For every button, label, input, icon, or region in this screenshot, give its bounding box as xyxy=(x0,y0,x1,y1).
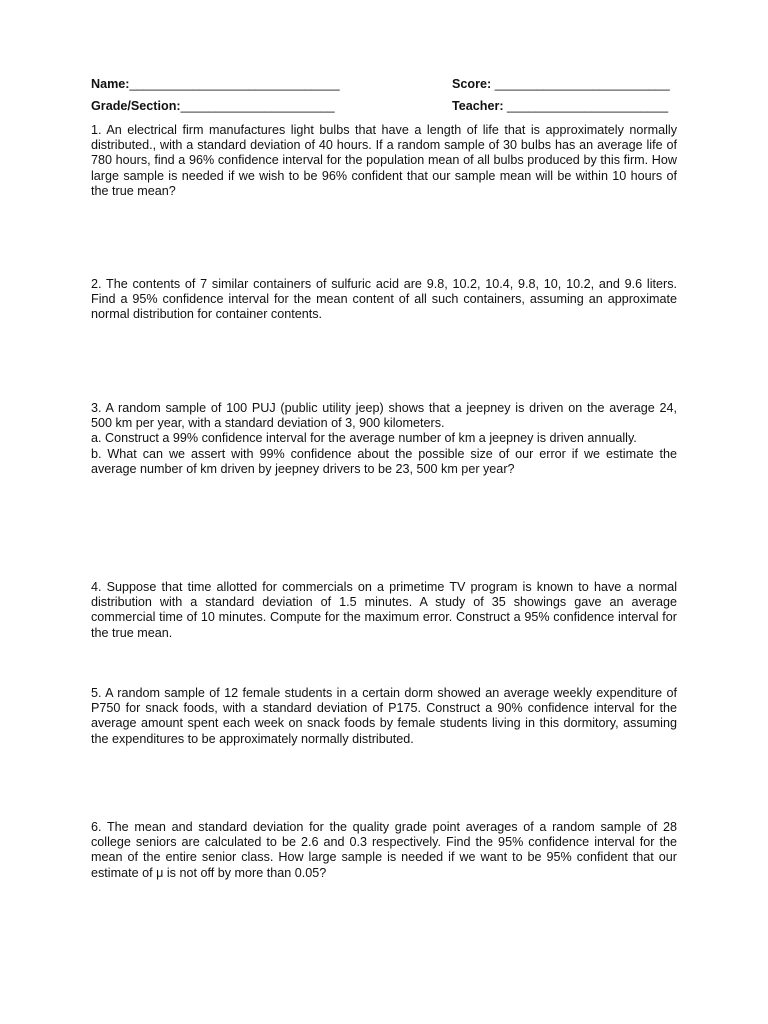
score-field-row xyxy=(452,77,670,92)
question-5-text: 5. A random sample of 12 female students in a certain dorm showed an average weekly expenditure of P750 for snack foods, with a standard deviation of P175. Construct a 90% confidence interval for the average amount spent each week on snack foods by female students living in this dormitory, assuming the expenditures to be approximately normally distributed. xyxy=(91,686,677,746)
question-2 xyxy=(91,277,677,323)
name-field-row xyxy=(91,77,340,92)
grade-section-blank: ______________________ xyxy=(180,99,335,113)
question-4-text: 4. Suppose that time allotted for commercials on a primetime TV program is known to have a normal distribution with a standard deviation of 1.5 minutes. A study of 35 showings gave an average commercial time of 10 minutes. Compute for the maximum error. Construct a 95% confidence interval for the true mean. xyxy=(91,580,677,640)
question-4 xyxy=(91,580,677,641)
grade-section-field-row xyxy=(91,99,335,114)
teacher-label: Teacher: xyxy=(452,99,504,113)
question-6-text: 6. The mean and standard deviation for the quality grade point averages of a random sample of 28 college seniors are calculated to be 2.6 and 0.3 respectively. Find the 95% confidence interval for the mean of the entire senior class. How large sample is needed if we want to be 95% confident that our estimate of μ is not off by more than 0.05? xyxy=(91,820,677,880)
score-blank: _________________________ xyxy=(491,77,670,91)
grade-section-label: Grade/Section: xyxy=(91,99,181,113)
question-5 xyxy=(91,686,677,747)
teacher-blank: _______________________ xyxy=(503,99,669,113)
question-2-text: 2. The contents of 7 similar containers of sulfuric acid are 9.8, 10.2, 10.4, 9.8, 10, 10.2, and 9.6 liters. Find a 95% confidence interval for the mean content of all such containers, assuming an approximate normal distribution for container contents. xyxy=(91,277,677,322)
name-blank: ______________________________ xyxy=(129,77,340,91)
question-1-text: 1. An electrical firm manufactures light bulbs that have a length of life that is approximately normally distributed., with a standard deviation of 40 hours. If a random sample of 30 bulbs has an average life of 780 hours, find a 96% confidence interval for the population mean of all bulbs produced by this firm. How large sample is needed if we wish to be 96% confident that our sample mean will be within 10 hours of the true mean? xyxy=(91,123,677,198)
question-6 xyxy=(91,820,677,881)
question-3 xyxy=(91,401,677,477)
question-3-text: 3. A random sample of 100 PUJ (public utility jeep) shows that a jeepney is driven on the average 24, 500 km per year, with a standard deviation of 3, 900 kilometers. xyxy=(91,401,677,431)
name-label: Name: xyxy=(91,77,130,91)
question-3-part-a: a. Construct a 99% confidence interval for the average number of km a jeepney is driven annually. xyxy=(91,431,637,446)
question-3-part-b: b. What can we assert with 99% confidence about the possible size of our error if we estimate the average number of km driven by jeepney drivers to be 23, 500 km per year? xyxy=(91,446,677,476)
teacher-field-row xyxy=(452,99,668,114)
score-label: Score: xyxy=(452,77,492,91)
question-1 xyxy=(91,123,677,199)
